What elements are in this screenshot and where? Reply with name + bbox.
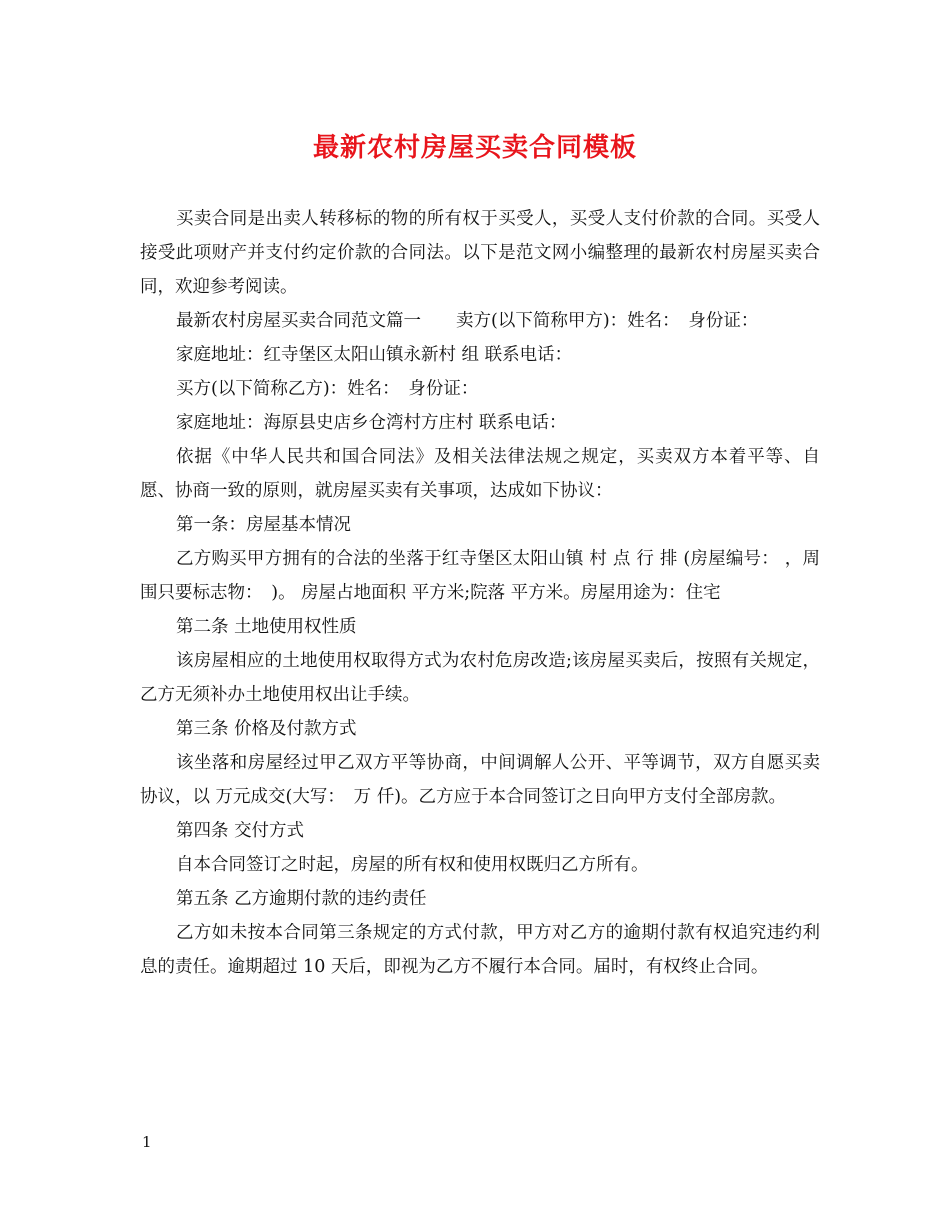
paragraph-basis: 依据《中华人民共和国合同法》及相关法律法规之规定，买卖双方本着平等、自愿、协商一致的原则，就房屋买卖有关事项，达成如下协议： [140, 447, 820, 501]
paragraph-intro: 买卖合同是出卖人转移标的物的所有权于买受人，买受人支付价款的合同。买受人接受此项财产并支付约定价款的合同法。以下是范文网小编整理的最新农村房屋买卖合同，欢迎参考阅读。 [140, 209, 820, 297]
clause-5-body: 乙方如未按本合同第三条规定的方式付款，甲方对乙方的逾期付款有权追究违约利息的责任。逾期超过 10 天后，即视为乙方不履行本合同。届时，有权终止合同。 [140, 923, 820, 977]
document-title: 最新农村房屋买卖合同模板 [312, 133, 637, 163]
paragraph-seller-address: 家庭地址：红寺堡区太阳山镇永新村 组 联系电话： [176, 345, 573, 365]
clause-2-heading: 第二条 土地使用权性质 [176, 617, 357, 637]
clause-2-body: 该房屋相应的土地使用权取得方式为农村危房改造;该房屋买卖后，按照有关规定，乙方无须补办土地使用权出让手续。 [140, 651, 820, 705]
clause-1-body: 乙方购买甲方拥有的合法的坐落于红寺堡区太阳山镇 村 点 行 排 (房屋编号： ，周围只要标志物： )。 房屋占地面积 平方米;院落 平方米。房屋用途为：住宅 [140, 549, 820, 603]
document-body [140, 202, 820, 984]
clause-5-heading: 第五条 乙方逾期付款的违约责任 [176, 889, 427, 909]
page-number: 1 [142, 1133, 152, 1151]
clause-4-body: 自本合同签订之时起，房屋的所有权和使用权既归乙方所有。 [176, 855, 649, 875]
paragraph-seller: 最新农村房屋买卖合同范文篇一 卖方(以下简称甲方)：姓名： 身份证： [176, 311, 759, 331]
paragraph-buyer: 买方(以下简称乙方)：姓名： 身份证： [176, 379, 479, 399]
clause-3-heading: 第三条 价格及付款方式 [176, 719, 357, 739]
clause-1-heading: 第一条：房屋基本情况 [176, 515, 351, 535]
clause-3-body: 该坐落和房屋经过甲乙双方平等协商，中间调解人公开、平等调节，双方自愿买卖协议，以 万元成交(大写： 万 仟)。乙方应于本合同签订之日向甲方支付全部房款。 [140, 753, 820, 807]
clause-4-heading: 第四条 交付方式 [176, 821, 305, 841]
paragraph-buyer-address: 家庭地址：海原县史店乡仓湾村方庄村 联系电话： [176, 413, 567, 433]
